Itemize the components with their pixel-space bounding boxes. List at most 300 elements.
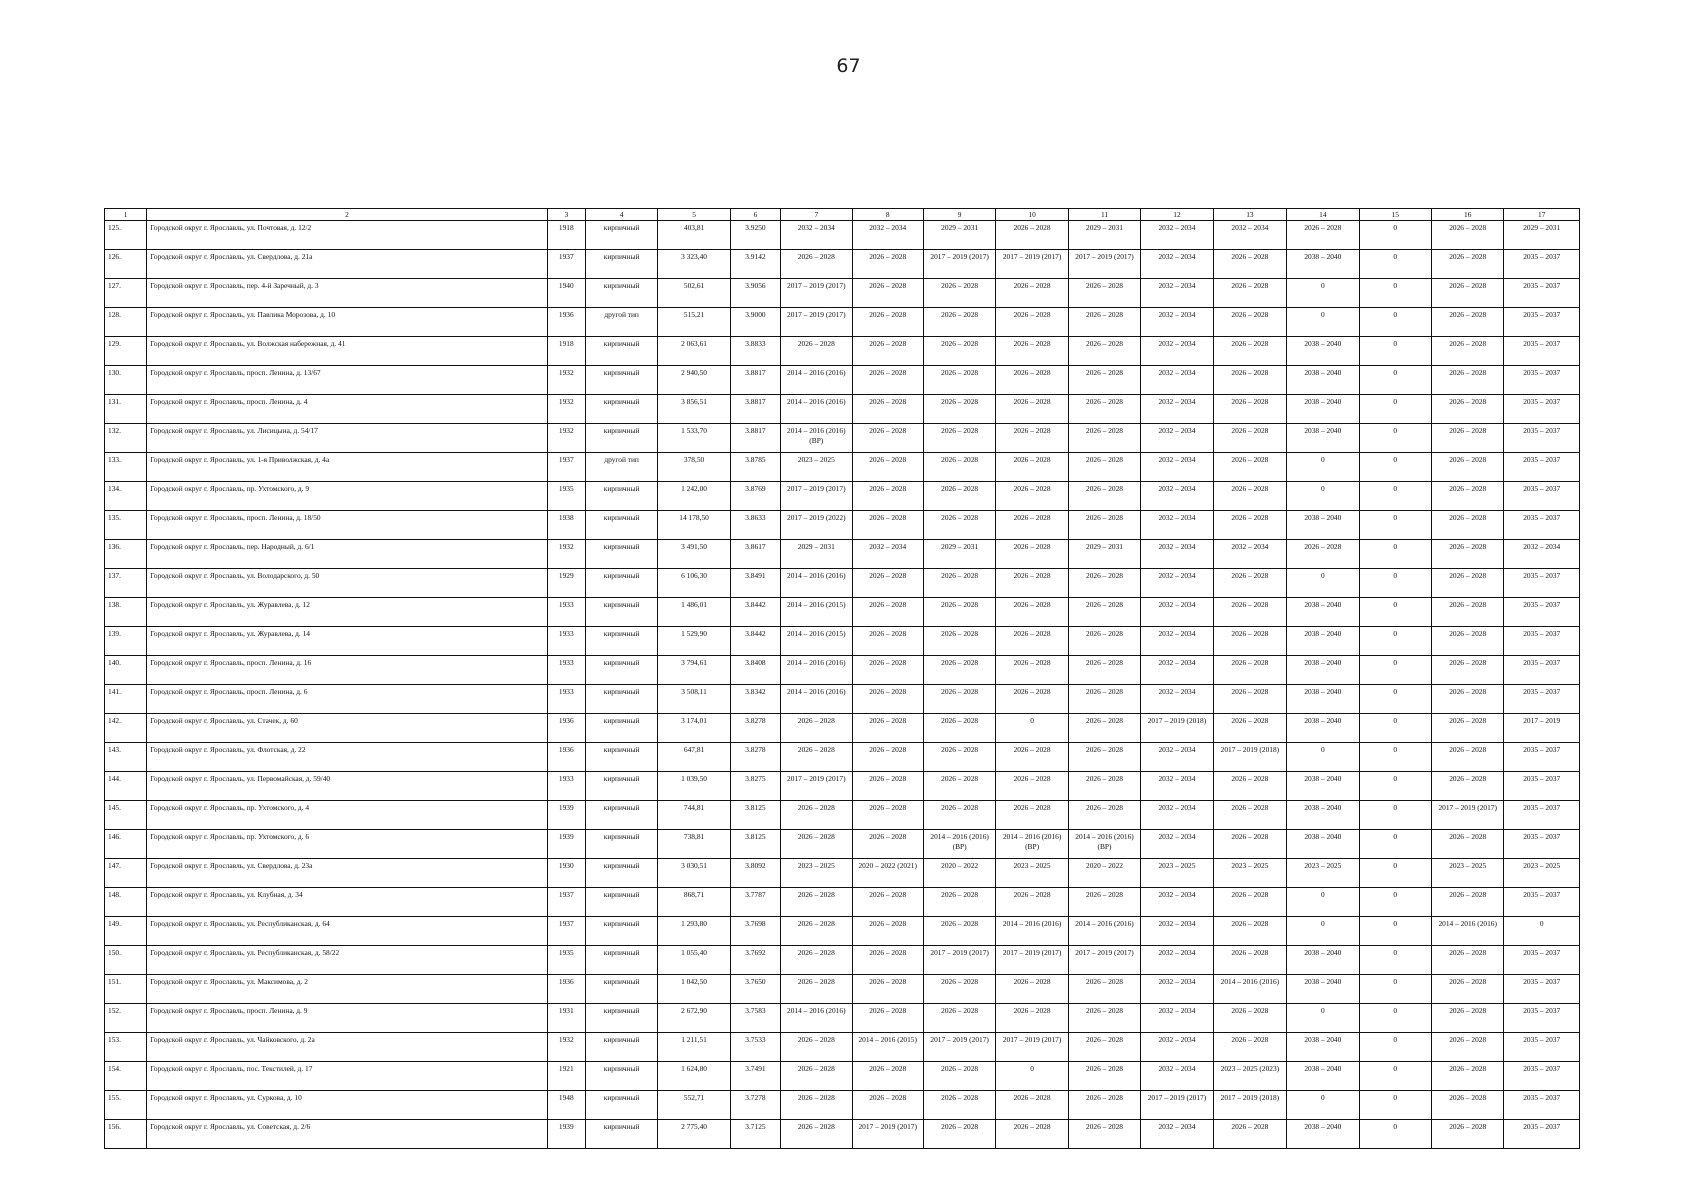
- table-cell: 2026 – 2028: [1431, 569, 1503, 598]
- table-row: [105, 453, 1580, 482]
- column-number-header: 17: [1504, 209, 1580, 221]
- row-number-cell: 150.: [105, 946, 147, 975]
- table-cell: 2026 – 2028: [996, 685, 1068, 714]
- table-cell: 2014 – 2016 (2015): [852, 1033, 923, 1062]
- table-cell: 2023 – 2025: [1141, 859, 1213, 888]
- table-cell: 2026 – 2028: [1068, 366, 1140, 395]
- table-cell: 2026 – 2028: [996, 627, 1068, 656]
- table-cell: 0: [1287, 888, 1359, 917]
- table-cell: 0: [996, 714, 1068, 743]
- table-cell: 2026 – 2028: [1068, 772, 1140, 801]
- table-cell: 2029 – 2031: [923, 540, 995, 569]
- table-cell: 2032 – 2034: [1141, 743, 1213, 772]
- table-cell: 2026 – 2028: [1431, 830, 1503, 859]
- table-cell: 2038 – 2040: [1287, 685, 1359, 714]
- table-cell: 2 063,61: [658, 337, 730, 366]
- table-cell: 2017 – 2019 (2018): [1213, 743, 1286, 772]
- table-cell: 1939: [547, 801, 585, 830]
- table-cell: 2032 – 2034: [781, 221, 852, 250]
- table-cell: 1932: [547, 424, 585, 453]
- table-cell: 2026 – 2028: [1431, 250, 1503, 279]
- table-cell: 2 940,50: [658, 366, 730, 395]
- table-cell: 2038 – 2040: [1287, 598, 1359, 627]
- column-number-header: 10: [996, 209, 1068, 221]
- table-cell: 2026 – 2028: [781, 888, 852, 917]
- table-cell: 2026 – 2028: [923, 1004, 995, 1033]
- table-cell: 2026 – 2028: [852, 250, 923, 279]
- table-cell: 2014 – 2016 (2016) (ВР): [781, 424, 852, 453]
- table-cell: кирпичный: [585, 337, 657, 366]
- table-cell: 2017 – 2019 (2017): [1068, 946, 1140, 975]
- table-cell: 2035 – 2037: [1504, 830, 1580, 859]
- column-number-header: 13: [1213, 209, 1286, 221]
- table-cell: 2026 – 2028: [996, 221, 1068, 250]
- row-number-cell: 140.: [105, 656, 147, 685]
- table-cell: 2017 – 2019 (2017): [781, 308, 852, 337]
- row-number-cell: 139.: [105, 627, 147, 656]
- table-cell: 2038 – 2040: [1287, 714, 1359, 743]
- table-cell: 2026 – 2028: [1431, 1062, 1503, 1091]
- table-cell: 2026 – 2028: [1068, 1033, 1140, 1062]
- table-cell: кирпичный: [585, 1091, 657, 1120]
- table-cell: 0: [1359, 1062, 1431, 1091]
- table-cell: 3 323,40: [658, 250, 730, 279]
- table-cell: 2020 – 2022: [923, 859, 995, 888]
- address-cell: Городской округ г. Ярославль, пос. Текстилей, д. 17: [147, 1062, 547, 1091]
- table-cell: 2032 – 2034: [852, 540, 923, 569]
- table-cell: 2026 – 2028: [1068, 1120, 1140, 1149]
- table-cell: 2014 – 2016 (2016) (ВР): [923, 830, 995, 859]
- table-cell: 2032 – 2034: [1141, 540, 1213, 569]
- table-row: [105, 1004, 1580, 1033]
- table-cell: 2026 – 2028: [996, 482, 1068, 511]
- table-cell: 2026 – 2028: [781, 975, 852, 1004]
- table-cell: 2032 – 2034: [1141, 1062, 1213, 1091]
- table-cell: 2026 – 2028: [1068, 801, 1140, 830]
- table-cell: 2026 – 2028: [923, 917, 995, 946]
- address-cell: Городской округ г. Ярославль, просп. Ленина, д. 9: [147, 1004, 547, 1033]
- table-cell: 2032 – 2034: [1141, 395, 1213, 424]
- table-cell: 6 106,30: [658, 569, 730, 598]
- table-cell: 2026 – 2028: [852, 627, 923, 656]
- row-number-cell: 135.: [105, 511, 147, 540]
- row-number-cell: 134.: [105, 482, 147, 511]
- table-cell: 2026 – 2028: [923, 482, 995, 511]
- address-cell: Городской округ г. Ярославль, просп. Ленина, д. 6: [147, 685, 547, 714]
- table-cell: 2026 – 2028: [1068, 482, 1140, 511]
- table-row: [105, 1091, 1580, 1120]
- table-cell: 2026 – 2028: [1431, 627, 1503, 656]
- table-cell: 2026 – 2028: [923, 279, 995, 308]
- table-cell: 1940: [547, 279, 585, 308]
- table-cell: 3.8817: [730, 366, 780, 395]
- table-cell: кирпичный: [585, 830, 657, 859]
- table-cell: 2017 – 2019 (2017): [923, 250, 995, 279]
- table-cell: 2026 – 2028: [923, 685, 995, 714]
- table-cell: 1 533,70: [658, 424, 730, 453]
- table-row: [105, 250, 1580, 279]
- table-cell: 2035 – 2037: [1504, 743, 1580, 772]
- table-cell: 0: [1359, 395, 1431, 424]
- column-number-header-row: [105, 209, 1580, 221]
- table-cell: 0: [1359, 337, 1431, 366]
- table-cell: 2026 – 2028: [852, 511, 923, 540]
- table-cell: 0: [996, 1062, 1068, 1091]
- table-cell: 1935: [547, 946, 585, 975]
- row-number-cell: 154.: [105, 1062, 147, 1091]
- table-cell: 2032 – 2034: [1141, 366, 1213, 395]
- table-cell: 2026 – 2028: [1068, 656, 1140, 685]
- table-cell: 2023 – 2025: [1287, 859, 1359, 888]
- table-cell: 0: [1359, 772, 1431, 801]
- table-cell: 2035 – 2037: [1504, 627, 1580, 656]
- table-cell: 3.7278: [730, 1091, 780, 1120]
- column-number-header: 2: [147, 209, 547, 221]
- row-number-cell: 143.: [105, 743, 147, 772]
- table-cell: 2026 – 2028: [1213, 453, 1286, 482]
- table-cell: 1 042,50: [658, 975, 730, 1004]
- table-cell: 2035 – 2037: [1504, 569, 1580, 598]
- table-cell: 2038 – 2040: [1287, 366, 1359, 395]
- address-cell: Городской округ г. Ярославль, просп. Ленина, д. 16: [147, 656, 547, 685]
- table-cell: 2026 – 2028: [781, 830, 852, 859]
- row-number-cell: 130.: [105, 366, 147, 395]
- table-cell: 2026 – 2028: [852, 946, 923, 975]
- table-cell: 2035 – 2037: [1504, 772, 1580, 801]
- table-cell: 2014 – 2016 (2016): [781, 569, 852, 598]
- table-cell: 3.8125: [730, 830, 780, 859]
- table-cell: 2026 – 2028: [923, 975, 995, 1004]
- table-cell: 1921: [547, 1062, 585, 1091]
- table-row: [105, 308, 1580, 337]
- table-cell: 0: [1287, 279, 1359, 308]
- table-cell: 2026 – 2028: [1431, 1091, 1503, 1120]
- table-cell: 2026 – 2028: [996, 1120, 1068, 1149]
- table-cell: 0: [1359, 1120, 1431, 1149]
- table-cell: 0: [1359, 888, 1431, 917]
- row-number-cell: 125.: [105, 221, 147, 250]
- table-cell: 2035 – 2037: [1504, 482, 1580, 511]
- table-cell: 2026 – 2028: [923, 569, 995, 598]
- table-cell: 2014 – 2016 (2016): [781, 366, 852, 395]
- table-cell: 2035 – 2037: [1504, 453, 1580, 482]
- table-cell: 2035 – 2037: [1504, 308, 1580, 337]
- table-cell: 2026 – 2028: [1213, 1033, 1286, 1062]
- table-cell: 2026 – 2028: [1213, 714, 1286, 743]
- table-cell: 2026 – 2028: [923, 888, 995, 917]
- table-cell: кирпичный: [585, 250, 657, 279]
- table-cell: 3.8442: [730, 627, 780, 656]
- table-cell: 0: [1359, 279, 1431, 308]
- table-cell: 2026 – 2028: [781, 801, 852, 830]
- table-cell: 2026 – 2028: [1213, 1120, 1286, 1149]
- table-cell: 2014 – 2016 (2016): [781, 685, 852, 714]
- table-cell: 2026 – 2028: [781, 1033, 852, 1062]
- table-cell: 2017 – 2019 (2022): [781, 511, 852, 540]
- table-cell: 2032 – 2034: [1141, 772, 1213, 801]
- table-cell: 2017 – 2019 (2017): [923, 1033, 995, 1062]
- table-cell: 2026 – 2028: [852, 1062, 923, 1091]
- table-cell: 2017 – 2019 (2017): [923, 946, 995, 975]
- table-cell: 2038 – 2040: [1287, 801, 1359, 830]
- table-cell: 2014 – 2016 (2016) (ВР): [996, 830, 1068, 859]
- table-cell: 2014 – 2016 (2016): [1068, 917, 1140, 946]
- table-cell: 2038 – 2040: [1287, 337, 1359, 366]
- table-cell: 2038 – 2040: [1287, 424, 1359, 453]
- table-cell: 2026 – 2028: [1431, 221, 1503, 250]
- table-cell: 2026 – 2028: [1431, 743, 1503, 772]
- table-row: [105, 337, 1580, 366]
- table-cell: кирпичный: [585, 540, 657, 569]
- table-cell: кирпичный: [585, 627, 657, 656]
- table-cell: 2026 – 2028: [996, 424, 1068, 453]
- table-cell: 2026 – 2028: [852, 685, 923, 714]
- column-number-header: 12: [1141, 209, 1213, 221]
- table-cell: 2023 – 2025: [1504, 859, 1580, 888]
- table-cell: 0: [1359, 917, 1431, 946]
- row-number-cell: 149.: [105, 917, 147, 946]
- address-cell: Городской округ г. Ярославль, ул. Журавлева, д. 14: [147, 627, 547, 656]
- table-cell: 2029 – 2031: [1504, 221, 1580, 250]
- table-cell: 0: [1504, 917, 1580, 946]
- table-cell: 2032 – 2034: [1141, 221, 1213, 250]
- table-cell: 3.7787: [730, 888, 780, 917]
- table-cell: 0: [1287, 482, 1359, 511]
- row-number-cell: 141.: [105, 685, 147, 714]
- table-row: [105, 917, 1580, 946]
- table-cell: 2026 – 2028: [852, 308, 923, 337]
- column-number-header: 4: [585, 209, 657, 221]
- table-cell: 2014 – 2016 (2016) (ВР): [1068, 830, 1140, 859]
- table-cell: 647,81: [658, 743, 730, 772]
- table-cell: 2038 – 2040: [1287, 511, 1359, 540]
- address-cell: Городской округ г. Ярославль, ул. Максимова, д. 2: [147, 975, 547, 1004]
- table-cell: 2026 – 2028: [1213, 598, 1286, 627]
- table-cell: 1936: [547, 308, 585, 337]
- table-cell: 1939: [547, 830, 585, 859]
- table-cell: 1932: [547, 366, 585, 395]
- table-cell: 2026 – 2028: [852, 1004, 923, 1033]
- table-cell: 1936: [547, 743, 585, 772]
- table-cell: 3.7491: [730, 1062, 780, 1091]
- table-cell: 3.9250: [730, 221, 780, 250]
- table-cell: 2026 – 2028: [1213, 946, 1286, 975]
- table-cell: 1933: [547, 656, 585, 685]
- table-cell: 2026 – 2028: [781, 250, 852, 279]
- column-number-header: 1: [105, 209, 147, 221]
- table-cell: 0: [1287, 917, 1359, 946]
- table-cell: 2035 – 2037: [1504, 1120, 1580, 1149]
- table-cell: 2023 – 2025: [1431, 859, 1503, 888]
- table-cell: 2017 – 2019 (2017): [781, 772, 852, 801]
- table-cell: 2032 – 2034: [1141, 279, 1213, 308]
- table-cell: 2032 – 2034: [1141, 888, 1213, 917]
- table-cell: 2032 – 2034: [1141, 598, 1213, 627]
- table-cell: 2014 – 2016 (2016): [781, 395, 852, 424]
- table-cell: 2026 – 2028: [1068, 627, 1140, 656]
- table-cell: 2026 – 2028: [1213, 511, 1286, 540]
- table-cell: 2032 – 2034: [1504, 540, 1580, 569]
- table-cell: 2032 – 2034: [1213, 221, 1286, 250]
- table-cell: кирпичный: [585, 221, 657, 250]
- table-cell: 0: [1359, 221, 1431, 250]
- table-cell: кирпичный: [585, 395, 657, 424]
- table-cell: 1 486,01: [658, 598, 730, 627]
- row-number-cell: 155.: [105, 1091, 147, 1120]
- row-number-cell: 152.: [105, 1004, 147, 1033]
- table-cell: кирпичный: [585, 888, 657, 917]
- table-cell: 1929: [547, 569, 585, 598]
- table-cell: 3.9142: [730, 250, 780, 279]
- table-cell: 1932: [547, 1033, 585, 1062]
- address-cell: Городской округ г. Ярославль, ул. Павлика Морозова, д. 10: [147, 308, 547, 337]
- table-cell: кирпичный: [585, 859, 657, 888]
- table-cell: 2026 – 2028: [1213, 395, 1286, 424]
- table-cell: 2035 – 2037: [1504, 1062, 1580, 1091]
- table-cell: 2017 – 2019 (2017): [781, 279, 852, 308]
- table-cell: 14 178,50: [658, 511, 730, 540]
- table-cell: 2026 – 2028: [1068, 888, 1140, 917]
- table-cell: 2026 – 2028: [1213, 308, 1286, 337]
- row-number-cell: 136.: [105, 540, 147, 569]
- table-cell: 2032 – 2034: [852, 221, 923, 250]
- table-cell: 0: [1359, 830, 1431, 859]
- table-row: [105, 975, 1580, 1004]
- table-cell: 2026 – 2028: [781, 714, 852, 743]
- table-cell: 515,21: [658, 308, 730, 337]
- table-cell: 2026 – 2028: [996, 975, 1068, 1004]
- table-cell: 2026 – 2028: [781, 1120, 852, 1149]
- table-cell: 3.8275: [730, 772, 780, 801]
- table-cell: 0: [1359, 453, 1431, 482]
- table-cell: 2026 – 2028: [996, 1004, 1068, 1033]
- table-row: [105, 801, 1580, 830]
- table-cell: 2026 – 2028: [996, 656, 1068, 685]
- table-cell: 2035 – 2037: [1504, 1004, 1580, 1033]
- table-cell: 2026 – 2028: [852, 598, 923, 627]
- table-cell: 1930: [547, 859, 585, 888]
- table-row: [105, 627, 1580, 656]
- table-cell: 3.8833: [730, 337, 780, 366]
- table-cell: 1933: [547, 598, 585, 627]
- table-cell: 2026 – 2028: [996, 279, 1068, 308]
- table-cell: 0: [1359, 656, 1431, 685]
- row-number-cell: 132.: [105, 424, 147, 453]
- table-cell: 3.7125: [730, 1120, 780, 1149]
- table-body: [105, 209, 1580, 1149]
- table-cell: 0: [1359, 743, 1431, 772]
- row-number-cell: 131.: [105, 395, 147, 424]
- table-cell: 2035 – 2037: [1504, 395, 1580, 424]
- table-cell: 3 030,51: [658, 859, 730, 888]
- table-cell: 2026 – 2028: [1213, 337, 1286, 366]
- table-cell: 2038 – 2040: [1287, 772, 1359, 801]
- table-cell: 2026 – 2028: [923, 308, 995, 337]
- table-cell: 2026 – 2028: [1068, 424, 1140, 453]
- table-cell: 2035 – 2037: [1504, 1033, 1580, 1062]
- table-cell: 3.9000: [730, 308, 780, 337]
- table-cell: 3.8408: [730, 656, 780, 685]
- table-cell: 2017 – 2019 (2018): [1213, 1091, 1286, 1120]
- column-number-header: 8: [852, 209, 923, 221]
- table-cell: 2026 – 2028: [923, 511, 995, 540]
- table-cell: 1935: [547, 482, 585, 511]
- table-cell: 2026 – 2028: [1068, 279, 1140, 308]
- table-cell: 2026 – 2028: [852, 888, 923, 917]
- table-cell: 1933: [547, 627, 585, 656]
- table-cell: 2017 – 2019 (2017): [1431, 801, 1503, 830]
- table-cell: 2026 – 2028: [1213, 772, 1286, 801]
- table-row: [105, 946, 1580, 975]
- table-cell: кирпичный: [585, 743, 657, 772]
- table-cell: 2026 – 2028: [996, 772, 1068, 801]
- table-cell: 2026 – 2028: [1431, 366, 1503, 395]
- table-cell: кирпичный: [585, 1004, 657, 1033]
- address-cell: Городской округ г. Ярославль, ул. Республиканская, д. 64: [147, 917, 547, 946]
- table-cell: кирпичный: [585, 424, 657, 453]
- table-cell: 2026 – 2028: [996, 395, 1068, 424]
- table-cell: кирпичный: [585, 511, 657, 540]
- table-cell: 2026 – 2028: [1068, 714, 1140, 743]
- table-cell: 2026 – 2028: [923, 743, 995, 772]
- table-cell: 3.7692: [730, 946, 780, 975]
- table-cell: 2026 – 2028: [852, 917, 923, 946]
- table-cell: 2026 – 2028: [781, 1091, 852, 1120]
- table-cell: 2032 – 2034: [1141, 656, 1213, 685]
- table-cell: 1937: [547, 917, 585, 946]
- table-cell: 3.7650: [730, 975, 780, 1004]
- row-number-cell: 151.: [105, 975, 147, 1004]
- table-cell: 2026 – 2028: [852, 975, 923, 1004]
- table-cell: 0: [1359, 685, 1431, 714]
- table-row: [105, 395, 1580, 424]
- address-cell: Городской округ г. Ярославль, ул. Первомайская, д. 59/40: [147, 772, 547, 801]
- table-cell: 2026 – 2028: [1213, 424, 1286, 453]
- table-cell: 3.8785: [730, 453, 780, 482]
- address-cell: Городской округ г. Ярославль, ул. Советская, д. 2/6: [147, 1120, 547, 1149]
- table-cell: 2017 – 2019 (2017): [1141, 1091, 1213, 1120]
- table-row: [105, 714, 1580, 743]
- address-cell: Городской округ г. Ярославль, просп. Ленина, д. 4: [147, 395, 547, 424]
- table-row: [105, 221, 1580, 250]
- table-cell: 2026 – 2028: [996, 540, 1068, 569]
- address-cell: Городской округ г. Ярославль, ул. Свердлова, д. 21а: [147, 250, 547, 279]
- table-row: [105, 888, 1580, 917]
- column-number-header: 15: [1359, 209, 1431, 221]
- table-cell: 0: [1287, 453, 1359, 482]
- table-cell: 2026 – 2028: [923, 453, 995, 482]
- column-number-header: 3: [547, 209, 585, 221]
- table-cell: 2026 – 2028: [781, 337, 852, 366]
- table-cell: 2023 – 2025: [1213, 859, 1286, 888]
- row-number-cell: 129.: [105, 337, 147, 366]
- table-cell: 2026 – 2028: [1431, 888, 1503, 917]
- table-cell: 2014 – 2016 (2016): [781, 1004, 852, 1033]
- table-cell: 1936: [547, 714, 585, 743]
- table-cell: 2017 – 2019 (2017): [852, 1120, 923, 1149]
- table-cell: 2026 – 2028: [1213, 656, 1286, 685]
- table-cell: 2014 – 2016 (2016): [1213, 975, 1286, 1004]
- table-cell: 0: [1359, 1033, 1431, 1062]
- table-cell: 3.8278: [730, 743, 780, 772]
- table-cell: 1937: [547, 888, 585, 917]
- address-cell: Городской округ г. Ярославль, ул. Суркова, д. 10: [147, 1091, 547, 1120]
- table-cell: 2026 – 2028: [1431, 685, 1503, 714]
- table-cell: 3.8617: [730, 540, 780, 569]
- table-cell: 3.8342: [730, 685, 780, 714]
- table-cell: 2026 – 2028: [852, 801, 923, 830]
- table-cell: 2026 – 2028: [1068, 453, 1140, 482]
